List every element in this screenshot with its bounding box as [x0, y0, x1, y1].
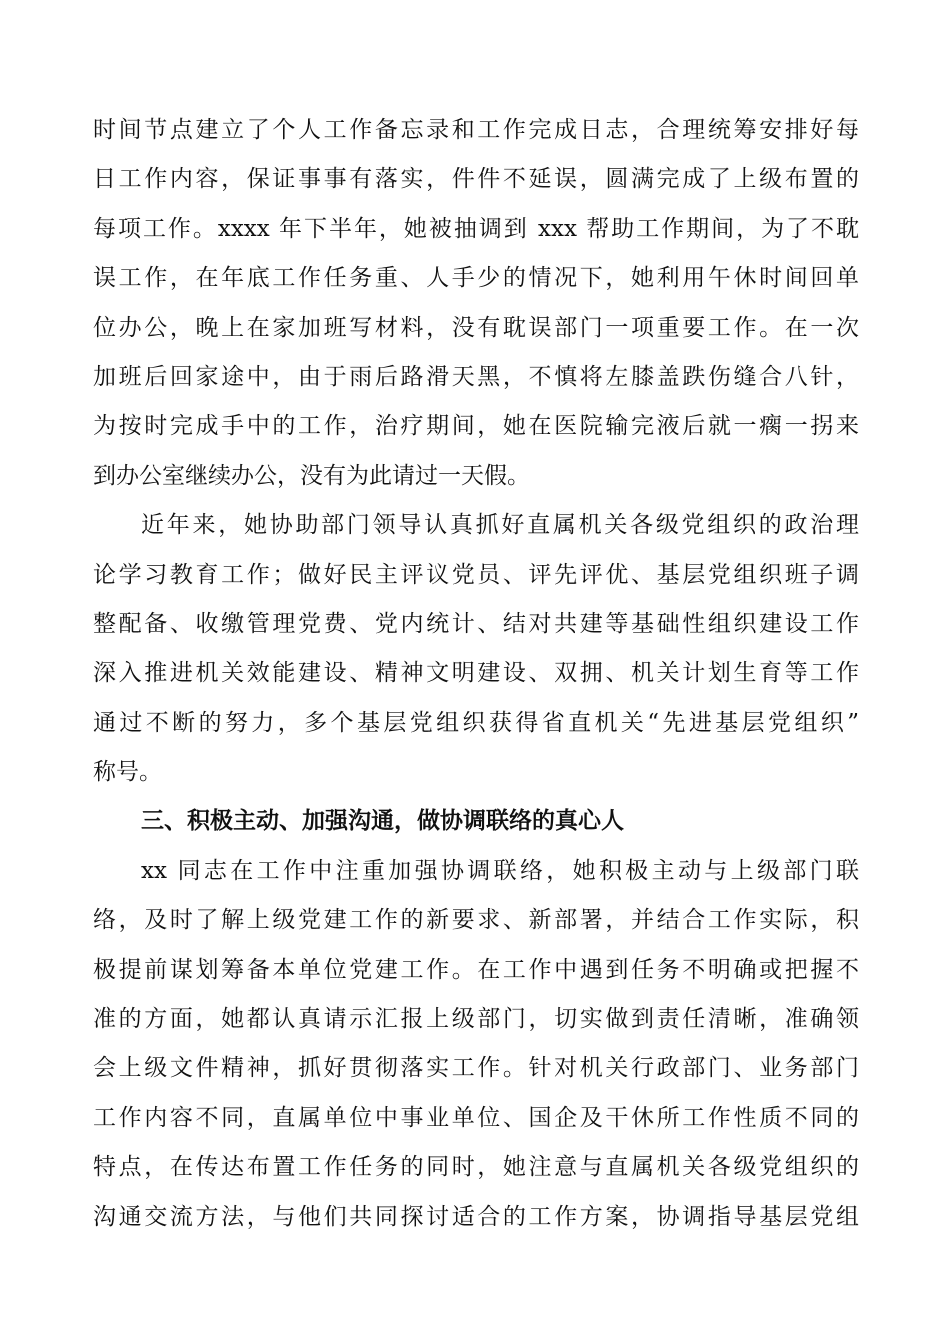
- text-line: 为按时完成手中的工作，治疗期间，她在医院输完液后就一瘸一拐来: [93, 413, 859, 440]
- document-body: [93, 106, 859, 1242]
- text-line: 工作内容不同，直属单位中事业单位、国企及干休所工作性质不同的: [93, 1104, 859, 1131]
- text-line: 通过不断的努力，多个基层党组织获得省直机关“先进基层党组织”: [93, 709, 859, 736]
- text-line: 每项工作。xxxx 年下半年，她被抽调到 xxx 帮助工作期间，为了不耽: [93, 215, 859, 242]
- text-line: 会上级文件精神，抓好贯彻落实工作。针对机关行政部门、业务部门: [93, 1055, 859, 1082]
- text-line: xx 同志在工作中注重加强协调联络，她积极主动与上级部门联: [141, 857, 859, 884]
- text-line: 日工作内容，保证事事有落实，件件不延误，圆满完成了上级布置的: [93, 166, 859, 193]
- text-line: 络，及时了解上级党建工作的新要求、新部署，并结合工作实际，积: [93, 907, 859, 934]
- text-line: 近年来，她协助部门领导认真抓好直属机关各级党组织的政治理: [141, 512, 859, 539]
- paragraph-3: [93, 847, 859, 1242]
- text-line: 到办公室继续办公，没有为此请过一天假。: [93, 462, 530, 489]
- text-line: 误工作，在年底工作任务重、人手少的情况下，她利用午休时间回单: [93, 265, 859, 292]
- text-line: 整配备、收缴管理党费、党内统计、结对共建等基础性组织建设工作: [93, 610, 859, 637]
- text-line: 准的方面，她都认真请示汇报上级部门，切实做到责任清晰，准确领: [93, 1006, 859, 1033]
- paragraph-2: [93, 501, 859, 797]
- text-line: 极提前谋划筹备本单位党建工作。在工作中遇到任务不明确或把握不: [93, 956, 859, 983]
- text-line: 论学习教育工作；做好民主评议党员、评先评优、基层党组织班子调: [93, 561, 859, 588]
- text-line: 特点，在传达布置工作任务的同时，她注意与直属机关各级党组织的: [93, 1154, 859, 1181]
- text-line: 位办公，晚上在家加班写材料，没有耽误部门一项重要工作。在一次: [93, 314, 859, 341]
- paragraph-1: [93, 106, 859, 501]
- text-line: 称号。: [93, 759, 162, 786]
- section-heading: 三、积极主动、加强沟通，做协调联络的真心人: [141, 808, 624, 835]
- text-line: 加班后回家途中，由于雨后路滑天黑，不慎将左膝盖跌伤缝合八针，: [93, 363, 859, 390]
- text-line: 时间节点建立了个人工作备忘录和工作完成日志，合理统筹安排好每: [93, 117, 859, 143]
- text-line: 沟通交流方法，与他们共同探讨适合的工作方案，协调指导基层党组: [93, 1203, 859, 1230]
- text-line: 深入推进机关效能建设、精神文明建设、双拥、机关计划生育等工作: [93, 660, 859, 687]
